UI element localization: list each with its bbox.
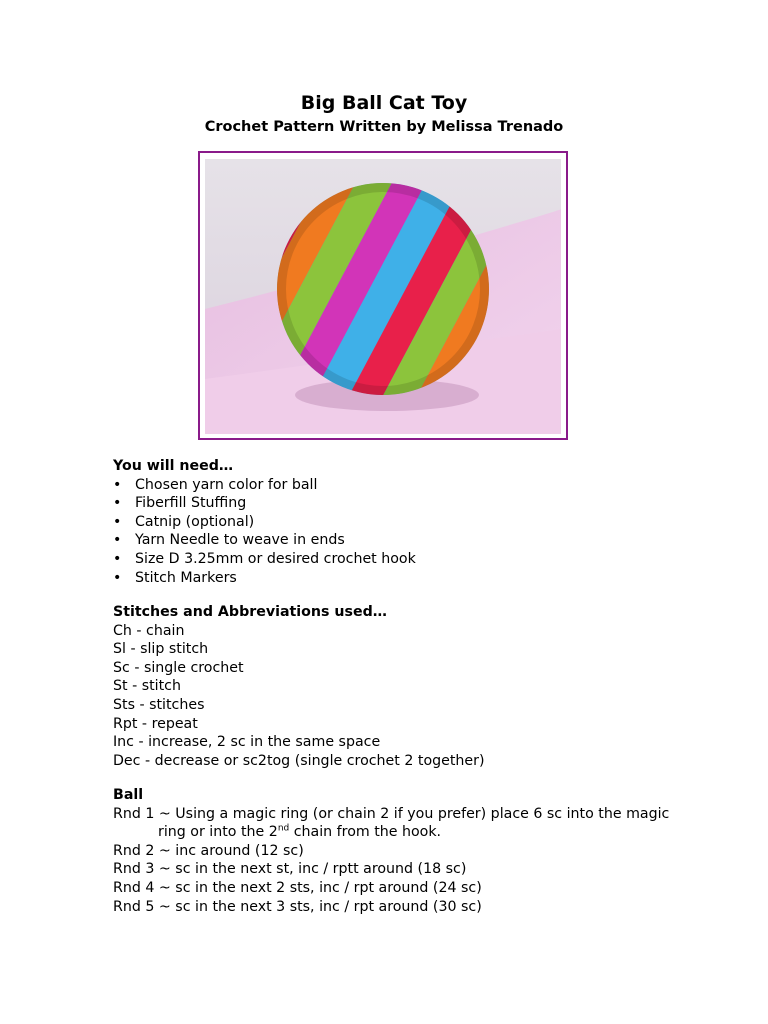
list-item: • Fiberfill Stuffing xyxy=(113,495,247,512)
abbreviations-heading: Stitches and Abbreviations used… xyxy=(113,604,387,620)
list-item: Inc - increase, 2 sc in the same space xyxy=(113,734,381,751)
abbreviations-section xyxy=(113,603,485,770)
round-1: Rnd 1 ~ Using a magic ring (or chain 2 if you prefer) place 6 sc into the magic xyxy=(113,805,670,822)
ball-heading: Ball xyxy=(113,787,144,803)
round-2: Rnd 2 ~ inc around (12 sc) xyxy=(113,842,304,859)
list-item: • Stitch Markers xyxy=(113,569,237,586)
materials-heading: You will need… xyxy=(113,458,234,474)
ball-photo xyxy=(198,151,568,440)
list-item: Sts - stitches xyxy=(113,696,205,713)
ball-section xyxy=(113,786,669,916)
list-item: • Yarn Needle to weave in ends xyxy=(113,532,345,549)
pattern-title: Big Ball Cat Toy xyxy=(300,92,468,114)
list-item: Ch - chain xyxy=(113,622,185,639)
list-item: St - stitch xyxy=(113,678,181,695)
materials-section xyxy=(113,457,416,587)
list-item: Sl - slip stitch xyxy=(113,641,209,658)
list-item: • Chosen yarn color for ball xyxy=(113,476,318,493)
round-3: Rnd 3 ~ sc in the next st, inc / rptt around (18 sc) xyxy=(113,861,467,878)
list-item: Rpt - repeat xyxy=(113,715,198,732)
round-4: Rnd 4 ~ sc in the next 2 sts, inc / rpt around (24 sc) xyxy=(113,879,482,896)
list-item: • Size D 3.25mm or desired crochet hook xyxy=(113,550,416,567)
pattern-subtitle: Crochet Pattern Written by Melissa Trenado xyxy=(204,119,564,135)
round-1-continued: ring or into the 2nd chain from the hook. xyxy=(158,823,442,841)
list-item: Dec - decrease or sc2tog (single crochet 2 together) xyxy=(113,752,485,769)
list-item: Sc - single crochet xyxy=(113,659,244,676)
crochet-ball-image xyxy=(205,159,561,434)
round-5: Rnd 5 ~ sc in the next 3 sts, inc / rpt around (30 sc) xyxy=(113,898,482,915)
list-item: • Catnip (optional) xyxy=(113,513,255,530)
